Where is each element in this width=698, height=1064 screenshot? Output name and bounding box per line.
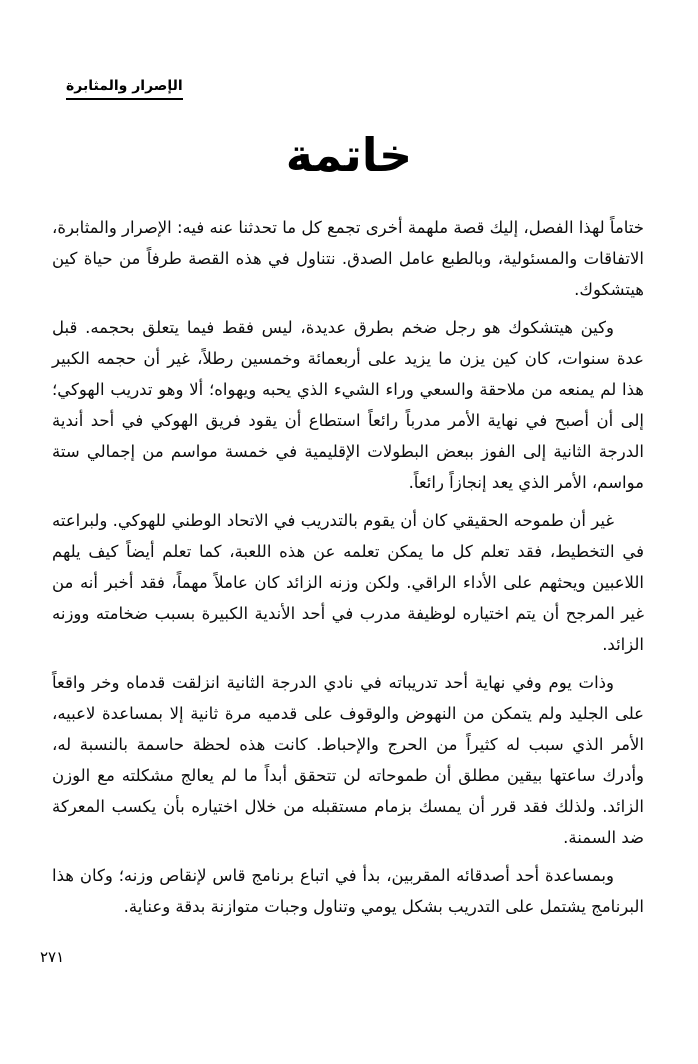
paragraph-4: وذات يوم وفي نهاية أحد تدريباته في نادي الدرجة الثانية انزلقت قدماه وخر واقعاً على الجليد ولم يتمكن من النهوض والوقوف على قدميه مرة ثانية إلا بمساعدة لاعبيه، الأمر الذي سبب له كثيراً من الحرج والإحباط. كانت هذه لحظة حاسمة بالنسبة له، وأدرك ساعتها بيقين مطلق أن طموحاته لن تتحقق أبداً ما لم يعالج مشكلته مع الوزن الزائد. ولذلك فقد قرر أن يمسك بزمام مستقبله من خلال اختياره بأن يكسب المعركة ضد السمنة. bbox=[52, 673, 644, 847]
body-text bbox=[52, 212, 644, 929]
page-number: ٢٧١ bbox=[40, 948, 65, 966]
paragraph-5: وبمساعدة أحد أصدقائه المقربين، بدأ في اتباع برنامج قاس لإنقاص وزنه؛ وكان هذا البرنامج يشتمل على التدريب بشكل يومي وتناول وجبات متوازنة بدقة وعناية. bbox=[52, 866, 644, 916]
paragraph-2: وكين هيتشكوك هو رجل ضخم بطرق عديدة، ليس فقط فيما يتعلق بحجمه. قبل عدة سنوات، كان كين يزن ما يزيد على أربعمائة وخمسين رطلاً، غير أن حجمه الكبير هذا لم يمنعه من ملاحقة والسعي وراء الشيء الذي يحبه ويهواه؛ ألا وهو تدريب الهوكي؛ إلى أن أصبح في نهاية الأمر مدرباً رائعاً استطاع أن يقود فريق الهوكي في أحد أندية الدرجة الثانية إلى الفوز ببعض البطولات الإقليمية في خمسة مواسم من إجمالي ستة مواسم، الأمر الذي يعد إنجازاً رائعاً. bbox=[52, 318, 644, 492]
paragraph-1: ختاماً لهذا الفصل، إليك قصة ملهمة أخرى تجمع كل ما تحدثنا عنه فيه: الإصرار والمثابرة، الاتفاقات والمسئولية، وبالطبع عامل الصدق. نتناول في هذه القصة طرفاً من حياة كين هيتشكوك. bbox=[52, 218, 644, 299]
running-head: الإصرار والمثابرة bbox=[66, 78, 183, 100]
chapter-title: خاتمة bbox=[285, 128, 413, 182]
paragraph-3: غير أن طموحه الحقيقي كان أن يقوم بالتدريب في الاتحاد الوطني للهوكي. ولبراعته في التخطيط، فقد تعلم كل ما يمكن تعلمه عن هذه اللعبة، كما تعلم أيضاً كيف يلهم اللاعبين ويحثهم على الأداء الراقي. ولكن وزنه الزائد كان عاملاً مهماً، فقد أخبر أنه من غير المرجح أن يتم اختياره لوظيفة مدرب في أحد الأندية الكبيرة بسبب ضخامته ووزنه الزائد. bbox=[52, 511, 644, 654]
